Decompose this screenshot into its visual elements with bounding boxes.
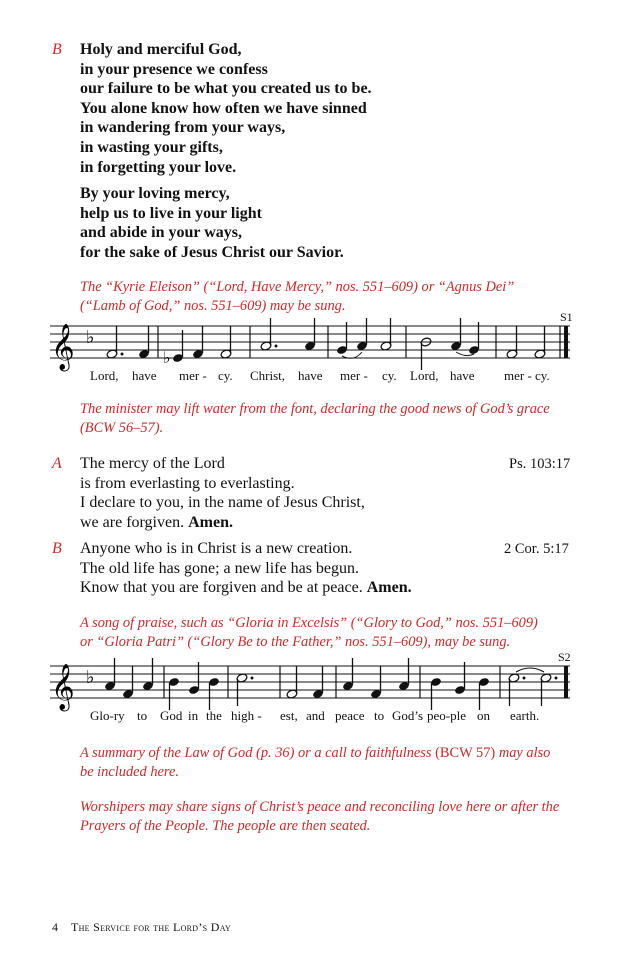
rubric-water <box>80 400 550 438</box>
lyric: mer - <box>504 368 532 383</box>
treble-clef-icon: 𝄞 <box>51 664 75 710</box>
prayer-line: in your presence we confess <box>80 60 268 78</box>
note <box>236 673 248 706</box>
declaration-text: we are forgiven. <box>80 513 185 531</box>
lyric: peo-ple <box>427 708 466 723</box>
rubric-line <box>80 744 550 763</box>
declaration-text: Know that you are forgiven and be at peace. <box>80 579 363 597</box>
bcw-reference: (BCW 57) <box>435 745 496 761</box>
lyric: in <box>188 708 199 723</box>
rubric-line: (“Lamb of God,” nos. 551–609) may be sung. <box>80 298 346 314</box>
rubric-gloria <box>80 614 538 652</box>
lyric: cy. <box>382 368 397 383</box>
service-title: The Service for the Lord’s Day <box>70 920 232 934</box>
lyric: and <box>306 708 325 723</box>
flat-icon: ♭ <box>86 667 95 688</box>
amen-response: Amen. <box>366 579 412 597</box>
lyric: mer - <box>179 368 207 383</box>
rubric-line: (BCW 56–57). <box>80 420 164 436</box>
note <box>304 318 316 351</box>
note <box>142 658 154 691</box>
declaration-line: The mercy of the Lord <box>80 455 225 472</box>
lyric: est, <box>280 708 298 723</box>
lyric: have <box>132 368 157 383</box>
lyric: Glo-ry <box>90 708 125 723</box>
music-label-s2: S2 <box>558 650 571 664</box>
lyric: God’s <box>392 708 424 723</box>
scripture-citation: Ps. 103:17 <box>509 456 571 472</box>
lyric: to <box>137 708 148 723</box>
lyric: cy. <box>218 368 233 383</box>
note <box>370 666 382 699</box>
prayer-line: Holy and merciful God, <box>80 41 242 58</box>
final-barline <box>564 326 568 358</box>
lyric: Lord, <box>90 368 119 383</box>
rubric-line: A song of praise, such as “Gloria in Excelsis” (“Glory to God,” nos. 551–609) <box>80 615 538 631</box>
music-label-s1: S1 <box>560 310 573 324</box>
rubric-text: A summary of the Law of God (p. 36) or a call to faithfulness <box>80 745 432 761</box>
note <box>312 666 324 699</box>
note <box>468 322 480 355</box>
prayer-line: our failure to be what you created us to be. <box>80 80 372 98</box>
note <box>380 318 392 351</box>
rubric-peace <box>80 798 559 836</box>
rubric-line: be included here. <box>80 764 179 780</box>
note <box>172 330 184 363</box>
treble-clef-icon: 𝄞 <box>51 324 75 370</box>
lyric: Christ, <box>250 368 286 383</box>
note <box>430 677 442 710</box>
prayer-line: in forgetting your love. <box>80 158 237 176</box>
declaration-a <box>80 454 365 532</box>
prayer-line: You alone know how often we have sinned <box>80 99 367 117</box>
lyric: have <box>298 368 323 383</box>
lyric: have <box>450 368 475 383</box>
note <box>104 658 116 691</box>
option-label-b-declaration: B <box>52 540 62 557</box>
prayer-line: By your loving mercy, <box>80 185 230 203</box>
rubric-line: The minister may lift water from the font, declaring the good news of God’s grace <box>80 401 550 417</box>
flat-icon: ♭ <box>163 348 171 367</box>
lyric: to <box>374 708 385 723</box>
note <box>336 322 348 355</box>
note <box>138 326 150 359</box>
lyric: God <box>160 708 183 723</box>
note <box>508 673 520 706</box>
note <box>540 673 552 706</box>
note <box>122 666 134 699</box>
prayer-line: and abide in your ways, <box>80 224 242 242</box>
note <box>478 677 490 710</box>
note <box>192 326 204 359</box>
note <box>454 662 466 695</box>
prayer-line: for the sake of Jesus Christ our Savior. <box>80 243 344 261</box>
declaration-b <box>80 539 412 598</box>
rubric-line: or “Gloria Patri” (“Glory Be to the Father,” nos. 551–609), may be sung. <box>80 634 511 650</box>
lyric: the <box>206 708 222 723</box>
lyric: peace <box>335 708 365 723</box>
declaration-line: The old life has gone; a new life has begun. <box>80 559 360 577</box>
rubric-line: The “Kyrie Eleison” (“Lord, Have Mercy,” nos. 551–609) or “Agnus Dei” <box>80 279 515 295</box>
note <box>220 326 232 359</box>
note <box>342 658 354 691</box>
flat-icon: ♭ <box>86 327 95 348</box>
note <box>188 662 200 695</box>
lyric: cy. <box>535 368 550 383</box>
lyric: on <box>477 708 490 723</box>
lyric: earth. <box>510 708 540 723</box>
note <box>260 318 272 351</box>
lyric: mer - <box>340 368 368 383</box>
rubric-line: Prayers of the People. The people are then seated. <box>80 818 371 834</box>
page-footer <box>52 920 231 935</box>
declaration-line <box>80 578 412 598</box>
note <box>450 318 462 351</box>
prayer-line: in wasting your gifts, <box>80 138 223 156</box>
note <box>286 666 298 699</box>
option-label-b: B <box>52 41 62 58</box>
rubric-text: may also <box>495 745 551 761</box>
option-label-a: A <box>52 455 62 472</box>
lyric: Lord, <box>410 368 439 383</box>
scripture-citation: 2 Cor. 5:17 <box>504 541 569 557</box>
lyric: high - <box>231 708 262 723</box>
note <box>506 326 518 359</box>
note <box>168 677 180 710</box>
declaration-line: Anyone who is in Christ is a new creation. <box>80 540 353 557</box>
prayer-line: help us to live in your light <box>80 204 262 222</box>
note <box>106 326 118 359</box>
note <box>398 658 410 691</box>
declaration-line <box>80 513 365 533</box>
declaration-line: is from everlasting to everlasting. <box>80 474 295 492</box>
rubric-line: Worshipers may share signs of Christ’s peace and reconciling love here or after the <box>80 799 560 815</box>
rubric-law <box>80 744 550 782</box>
amen-response: Amen. <box>188 513 233 531</box>
music-staff-s2 <box>48 648 584 734</box>
note <box>208 677 220 710</box>
declaration-line: I declare to you, in the name of Jesus Christ, <box>80 494 365 512</box>
final-barline <box>564 666 568 698</box>
confession-prayer <box>80 40 372 263</box>
page-number: 4 <box>52 920 59 934</box>
music-staff-s1 <box>48 308 584 394</box>
note <box>534 326 546 359</box>
prayer-line: in wandering from your ways, <box>80 119 286 137</box>
note <box>356 318 368 351</box>
